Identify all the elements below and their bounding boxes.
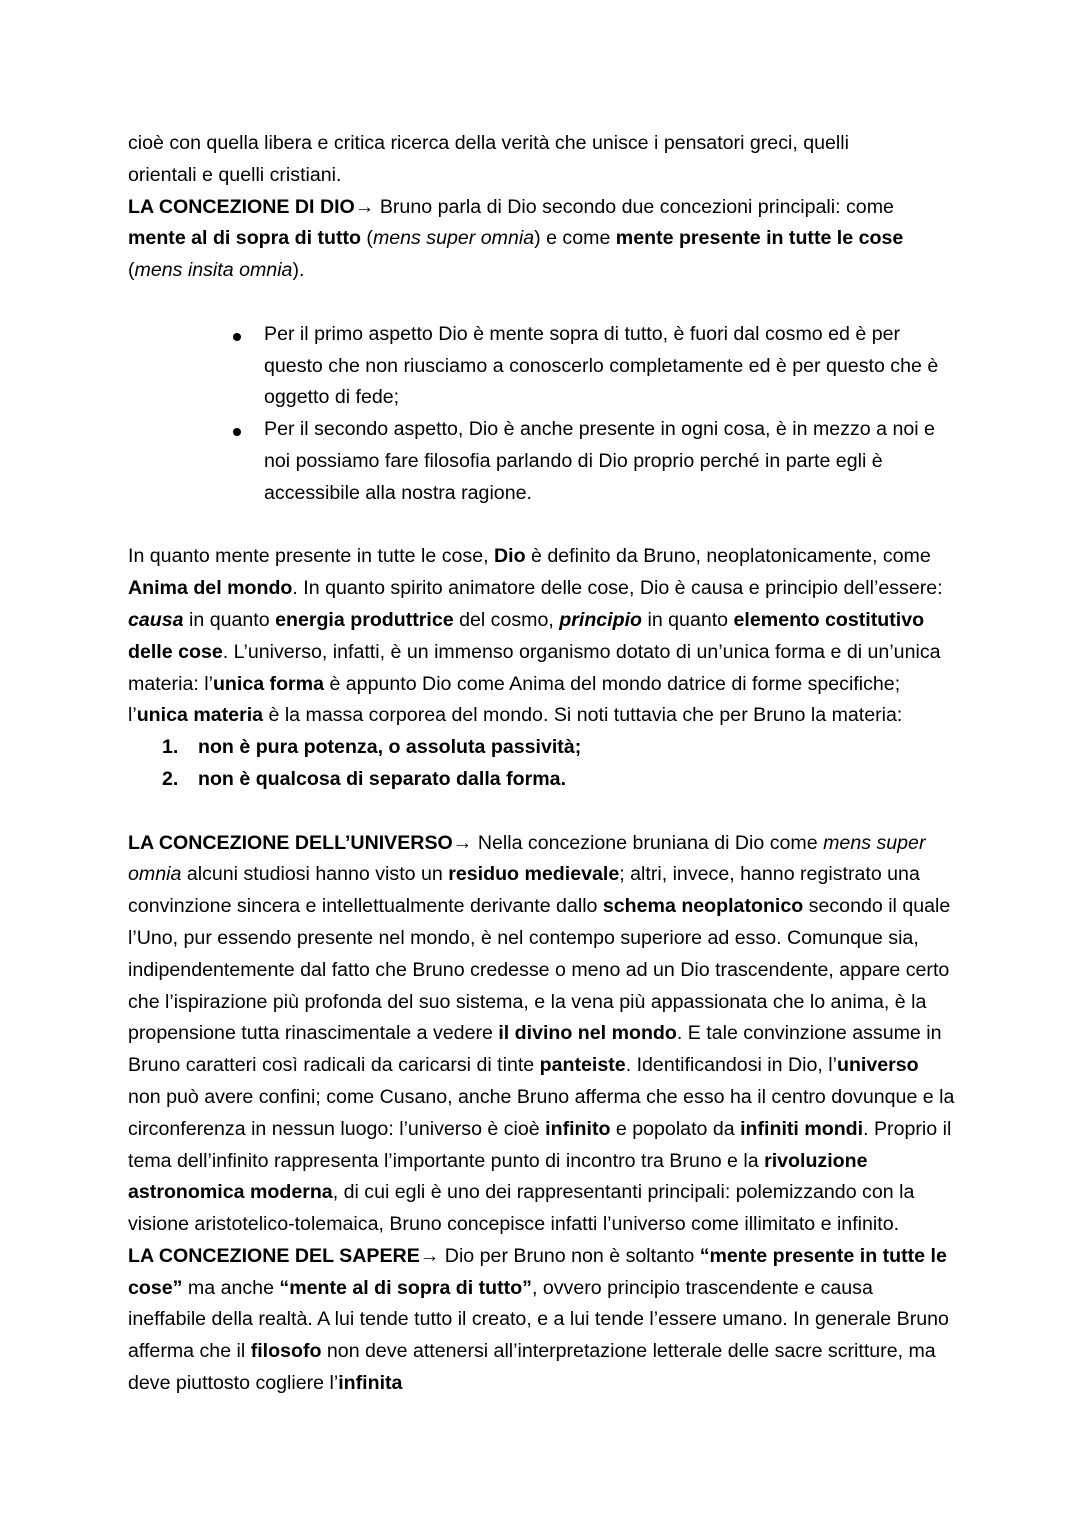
arrow-icon: →	[354, 195, 375, 218]
bold-filosofo: filosofo	[250, 1340, 322, 1363]
bold-unica-materia: unica materia	[136, 704, 264, 727]
bold-quote-mente-sopra: “mente al di sopra di tutto”	[279, 1276, 532, 1299]
list-item	[128, 764, 956, 796]
anima-text-8: è appunto Dio come Anima del mondo datrice di forme specifiche; l’	[128, 672, 901, 727]
bolditalic-causa: causa	[128, 608, 184, 631]
latin-mens-insita-omnia: mens insita omnia	[134, 259, 293, 282]
intro-paragraph	[128, 128, 956, 192]
bold-dio: Dio	[494, 545, 526, 568]
arrow-icon: →	[452, 831, 473, 854]
intro-line-2: orientali e quelli cristiani.	[128, 163, 342, 186]
sapere-text-2: ma anche	[182, 1276, 280, 1299]
bullet-text: Per il secondo aspetto, Dio è anche presente in ogni cosa, è in mezzo a noi e noi possiamo fare filosofia parlando di Dio proprio perché in parte egli è accessibile alla nostra ragione.	[264, 418, 935, 504]
document-body	[128, 128, 956, 1400]
list-text: non è qualcosa di separato dalla forma.	[198, 767, 567, 790]
universo-text-3: ; altri, invece, hanno registrato una convinzione sincera e intellettualmente derivante dallo	[128, 863, 920, 918]
sapere-text-3: , ovvero principio trascendente e causa ineffabile della realtà. A lui tende tutto il creato, e a lui tende l’essere umano. In generale Bruno afferma che il	[128, 1276, 949, 1363]
universo-text-5: . E tale convinzione assume in Bruno caratteri così radicali da caricarsi di tinte	[128, 1022, 942, 1077]
universo-text-2: alcuni studiosi hanno visto un	[181, 863, 449, 886]
bold-unica-forma: unica forma	[212, 672, 324, 695]
term-1-paren-close: ) e come	[534, 227, 616, 250]
section-dio-heading: LA CONCEZIONE DI DIO	[128, 195, 355, 218]
universo-text-1: Nella concezione bruniana di Dio come	[472, 831, 824, 854]
bold-infinito: infinito	[545, 1117, 611, 1140]
list-number: 1.	[162, 736, 179, 759]
anima-text-5: del cosmo,	[453, 608, 560, 631]
section-universo-heading: LA CONCEZIONE DELL’UNIVERSO	[128, 831, 453, 854]
list-item	[128, 319, 956, 414]
list-item	[128, 414, 956, 509]
sapere-text-4: non deve attenersi all’interpretazione letterale delle sacre scritture, ma deve piuttosto cogliere l’	[128, 1340, 936, 1395]
bold-residuo-medievale: residuo medievale	[448, 863, 620, 886]
bold-anima-del-mondo: Anima del mondo	[128, 577, 293, 600]
bold-energia-produttrice: energia produttrice	[275, 608, 454, 631]
term-mente-sopra: mente al di sopra di tutto	[128, 227, 361, 250]
universo-text-4: secondo il quale l’Uno, pur essendo presente nel mondo, è nel contempo superiore ad esso. Comunque sia, indipendentemente dal fatto che Bruno credesse o meno ad un Dio trascendente, appare certo che l’ispirazione più profonda del suo sistema, e la vena più appassionata che lo anima, è la propensione tutta rinascimentale a vedere	[128, 895, 951, 1045]
intro-line-1: cioè con quella libera e critica ricerca della verità che unisce i pensatori greci, quelli	[128, 132, 849, 154]
sapere-text-1: Dio per Bruno non è soltanto	[439, 1244, 700, 1267]
dio-aspects-list	[128, 319, 956, 510]
anima-text-4: in quanto	[183, 608, 276, 631]
bold-divino-nel-mondo: il divino nel mondo	[498, 1022, 677, 1045]
universo-text-6: . Identificandosi in Dio, l’	[625, 1054, 837, 1077]
list-text: non è pura potenza, o assoluta passività;	[198, 736, 582, 759]
term-mente-presente: mente presente in tutte le cose	[615, 227, 904, 250]
latin-mens-super-omnia: mens super omnia	[128, 831, 926, 886]
bullet-text: Per il primo aspetto Dio è mente sopra di tutto, è fuori dal cosmo ed è per questo che non riusciamo a conoscerlo completamente ed è per questo che è oggetto di fede;	[264, 322, 939, 409]
bold-infinita: infinita	[338, 1372, 403, 1395]
anima-text-1: In quanto mente presente in tutte le cose,	[128, 545, 494, 568]
latin-mens-super-omnia: mens super omnia	[372, 227, 535, 250]
bold-rivoluzione-astronomica: rivoluzione astronomica moderna	[128, 1149, 868, 1204]
term-1-paren-open: (	[360, 227, 373, 250]
arrow-icon: →	[419, 1244, 440, 1267]
term-2-paren-close: ).	[292, 259, 305, 282]
anima-text-7: . L’universo, infatti, è un immenso organismo dotato di un’unica forma e di un’unica materia: l’	[128, 640, 941, 695]
section-universo-paragraph	[128, 828, 956, 1241]
section-dio-paragraph	[128, 192, 956, 287]
bold-schema-neoplatonico: schema neoplatonico	[602, 895, 804, 918]
universo-text-7: non può avere confini; come Cusano, anche Bruno afferma che esso ha il centro dovunque e la circonferenza in nessun luogo: l’universo è cioè	[128, 1085, 955, 1140]
universo-text-8: e popolato da	[610, 1117, 741, 1140]
section-sapere-heading: LA CONCEZIONE DEL SAPERE	[128, 1244, 420, 1267]
bolditalic-principio: principio	[559, 608, 643, 631]
anima-del-mondo-paragraph	[128, 541, 956, 732]
bold-panteiste: panteiste	[539, 1054, 626, 1077]
bold-universo: universo	[836, 1054, 919, 1077]
list-number: 2.	[162, 767, 179, 790]
bold-elemento-costitutivo: elemento costitutivo delle cose	[128, 608, 925, 663]
bold-infiniti-mondi: infiniti mondi	[740, 1117, 864, 1140]
list-item	[128, 732, 956, 764]
anima-text-2: è definito da Bruno, neoplatonicamente, come	[525, 545, 931, 568]
term-2-paren-open: (	[128, 259, 135, 282]
universo-text-10: , di cui egli è uno dei rappresentanti principali: polemizzando con la visione aristotelico-tolemaica, Bruno concepisce infatti l’universo come illimitato e infinito.	[128, 1181, 915, 1236]
section-dio-leadin: Bruno parla di Dio secondo due concezioni principali: come	[374, 195, 894, 218]
universo-text-9: . Proprio il tema dell’infinito rappresenta l’importante punto di incontro tra Bruno e la	[128, 1117, 952, 1172]
bold-quote-mente-presente: “mente presente in tutte le cose”	[128, 1244, 947, 1299]
materia-properties-list	[128, 732, 956, 796]
anima-text-3: . In quanto spirito animatore delle cose, Dio è causa e principio dell’essere:	[292, 577, 943, 600]
section-sapere-paragraph	[128, 1241, 956, 1400]
anima-text-9: è la massa corporea del mondo. Si noti tuttavia che per Bruno la materia:	[263, 704, 903, 727]
anima-text-6: in quanto	[642, 608, 734, 631]
